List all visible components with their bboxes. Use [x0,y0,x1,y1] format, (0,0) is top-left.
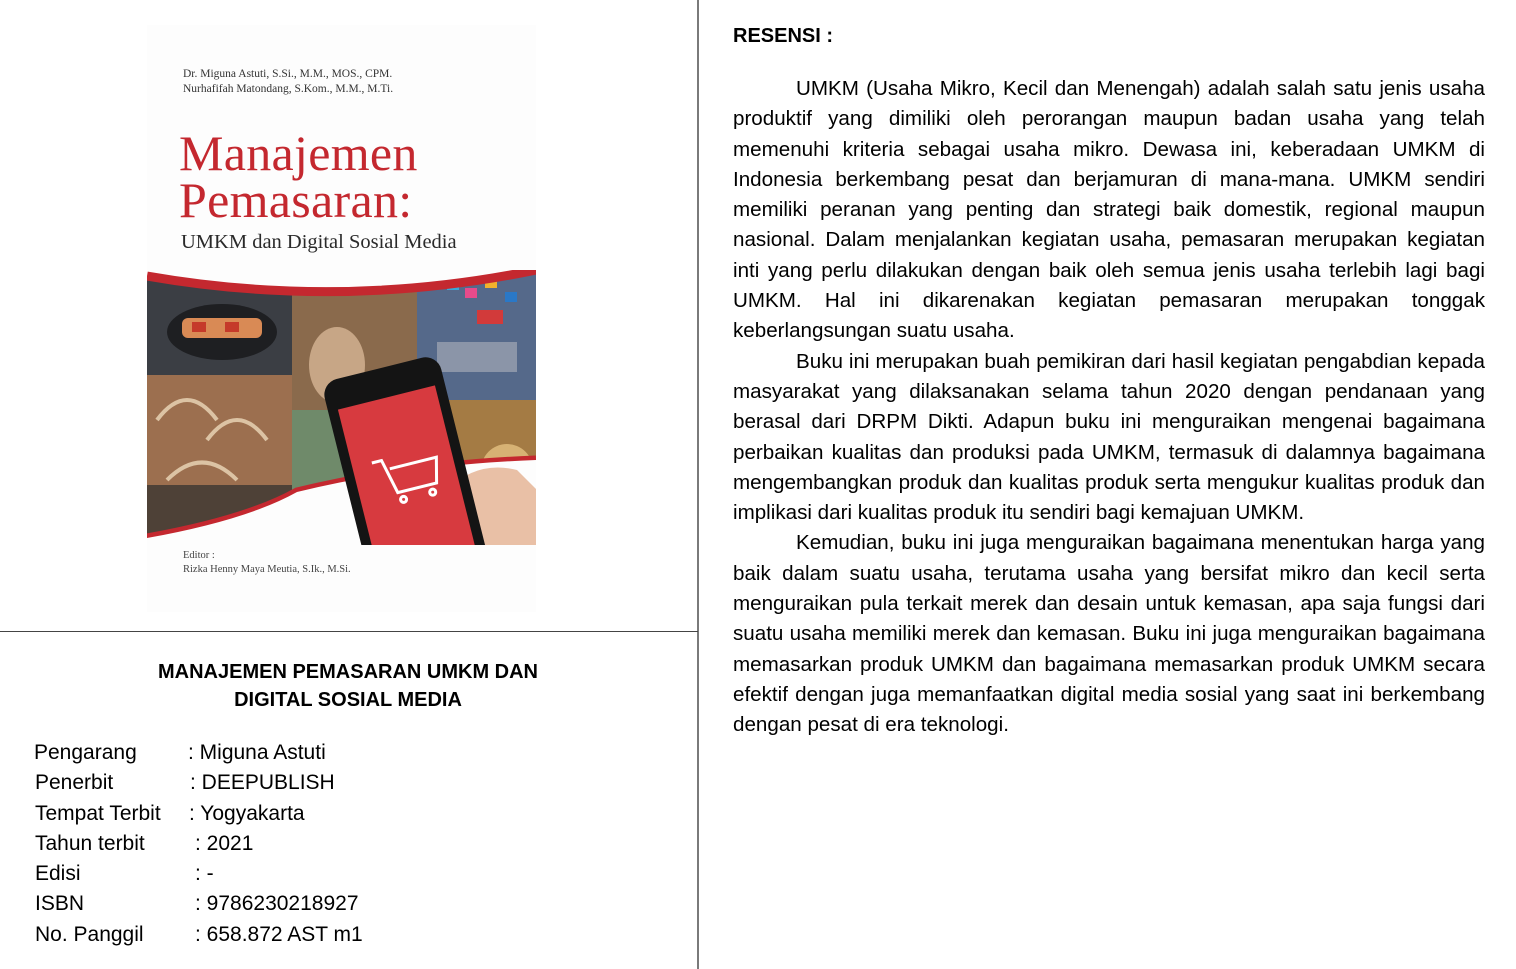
meta-value: : - [195,862,214,886]
cover-editor-name: Rizka Henny Maya Meutia, S.Ik., M.Si. [183,564,351,575]
horizontal-divider [0,631,698,632]
review-body [733,74,1485,741]
cover-editor [183,549,351,577]
cover-author-1: Dr. Miguna Astuti, S.Si., M.M., MOS., CPM. [183,68,393,80]
vertical-divider [697,0,699,969]
review-paragraph-2: Buku ini merupakan buah pemikiran dari hasil kegiatan pengabdian kepada masyarakat yang dilaksanakan selama tahun 2020 dengan pendanaan yang berasal dari DRPM Dikti. Adapun buku ini menguraikan mengenai bagaimana perbaikan kualitas dan produksi pada UMKM, termasuk di dalamnya bagaimana mengembangkan produk dan kualitas produk serta mengukur kualitas produk dan implikasi dari kualitas produk itu sendiri bagi kemajuan UMKM. [733,349,1485,525]
meta-label: Tahun terbit [35,831,145,855]
cover-editor-label: Editor : [183,550,215,561]
meta-value: : Miguna Astuti [188,741,326,764]
review-paragraph-3: Kemudian, buku ini juga menguraikan bagaimana menentukan harga yang baik dalam suatu usaha, terutama usaha yang bersifat mikro dan kecil serta menguraikan pula terkait merek dan desain untuk kemasan, apa saja fungsi dari suatu usaha memiliki merek dan kemasan. Buku ini juga menguraikan bagaimana memasarkan produk UMKM dan bagaimana memasarkan produk UMKM secara efektif dengan juga memanfaatkan digital media sosial yang saat ini berkembang dengan pesat di era teknologi. [733,531,1485,737]
meta-value: : DEEPUBLISH [190,771,335,795]
meta-label: Tempat Terbit [35,801,161,825]
cover-photo-collage [147,270,536,545]
cover-title-line2: Pemasaran: [179,172,413,228]
book-title [0,658,696,714]
meta-label: ISBN [35,892,85,916]
review-paragraph-1: UMKM (Usaha Mikro, Kecil dan Menengah) adalah salah satu jenis usaha produktif yang dimiliki oleh perorangan maupun badan usaha yang telah memenuhi kriteria sebagai usaha mikro. Dewasa ini, keberadaan UMKM di Indonesia berkembang pesat dan berjamuran di mana-mana. UMKM sendiri memiliki peranan yang penting dan strategi baik domestik, regional maupun nasional. Dalam menjalankan kegiatan usaha, pemasaran merupakan kegiatan inti yang perlu dilakukan dengan baik oleh semua jenis usaha terlebih lagi bagi UMKM. Hal ini dikarenakan kegiatan pemasaran merupakan tonggak keberlangsungan suatu usaha. [733,77,1485,343]
cover-title-line1: Manajemen [179,125,418,181]
meta-label: Edisi [35,862,81,886]
book-title-line2: DIGITAL SOSIAL MEDIA [234,689,462,711]
cover-subtitle: UMKM dan Digital Sosial Media [181,231,457,253]
meta-value: : 658.872 AST m1 [195,922,363,946]
meta-label: No. Panggil [35,922,144,946]
cover-authors [183,67,393,97]
book-cover [147,25,536,612]
meta-value: : 9786230218927 [195,892,359,916]
meta-value: : 2021 [195,831,254,855]
review-heading: RESENSI : [733,25,834,47]
cover-author-2: Nurhafifah Matondang, S.Kom., M.M., M.Ti. [183,83,394,95]
meta-label: Pengarang [34,741,137,764]
meta-label: Penerbit [35,771,114,795]
book-title-line1: MANAJEMEN PEMASARAN UMKM DAN [158,661,538,683]
meta-value: : Yogyakarta [189,801,305,825]
